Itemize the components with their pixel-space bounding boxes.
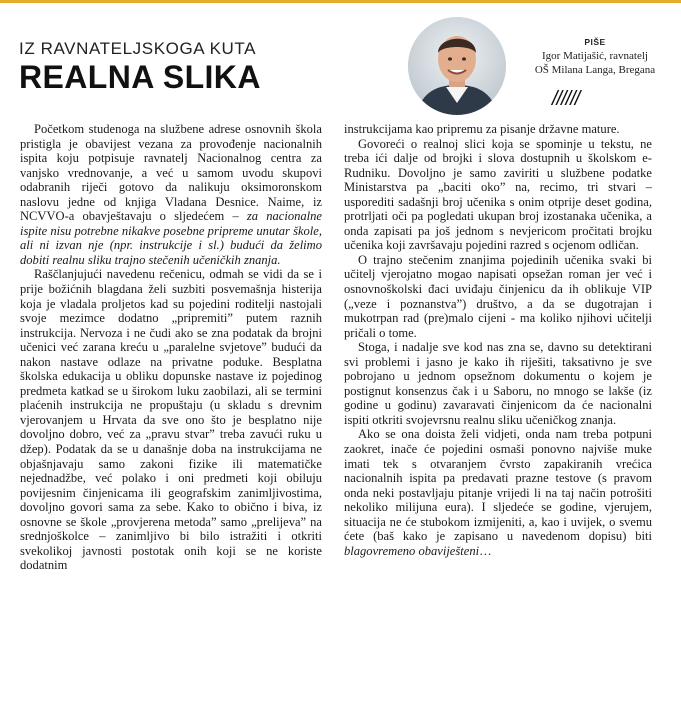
paragraph-3: Govoreći o realnoj slici koja se spominje u tekstu, ne treba ići dalje od brojki i slova dostupnih u školskom e-Rudniku. Dovoljno je samo zaviriti u službene podatke Ministarstva pa „baciti oko” na, recimo, tri stvari – usporediti sadašnji broj učenika s onim otprije deset godina, protrljati oči pa pogledati ukupan broj izostanaka učenika, a onda zapisati pa još jednom s nevjericom pročitati brojku učenika koji završavaju pojedini razred s ocjenom odličan. xyxy=(344,136,652,253)
byline-label: PIŠE xyxy=(584,37,606,47)
paragraph-6-text: Ako se ona doista želi vidjeti, onda nam treba potpuni zaokret, inače će pojedini osmaši ponovno najviše muke imati tek s otvaranjem čvrsto zapakiranih vrećica nacionalnih ispita pa predavati prazne testove (s pravom onda neki postavljaju pitanje vrijedi li na taj način potrošiti nekoliko milijuna eura). I sljedeće se godine, vjerujem, situacija ne će stubokom izmijeniti, a, kao i uvijek, o svemu ćete (baš kako je zapisano u navedenom dopisu) biti xyxy=(344,427,652,544)
author-photo xyxy=(408,17,506,115)
top-rule xyxy=(0,0,681,3)
author-school: OŠ Milana Langa, Bregana xyxy=(534,64,656,76)
paragraph-2: Raščlanjujući navedenu rečenicu, odmah se vidi da se i prije božićnih blagdana želi suzbiti posvemašnja histerija koja je vladala proljetos kad su pojedini roditelji nastojali svoje mezimce dodatno „pripremiti” putem raznih instrukcija. Nervoza i ne čudi ako se zna podatak da brojni učenici već zarana kreću u „paralelne svjetove” budući da nakon nastave odlaze na privatne poduke. Besplatna školska edukacija u obliku dopunske nastave iz pojedinog predmeta katkad se u širokom luku zaobilazi, ali se termini plaćenih instrukcija ne propuštaju (u skladu s drevnim vjerovanjem u Hrvata da sve ono što je besplatno nije dovoljno dobro, već za „pravu stvar” treba zavući ruku u džep). Podatak da se u današnje doba na instrukcijama ne objašnjavaju samo zakoni fizike ili matematičke nejednadžbe, već polako i oni predmeti koji obiluju povijesnim činjenicama ili geografskim zanimljivostima, dovoljno govori sama za sebe. Kako to obično i biva, iz osnovne se škole „provjerena metoda” samo „prelijeva” na srednjoškolce – zanimljivo bi bilo istražiti i otkriti svekolikoj javnosti postotak onih koji se ne koriste dodatnim xyxy=(20,267,322,573)
paragraph-6 xyxy=(344,427,652,558)
section-kicker: IZ RAVNATELJSKOGA KUTA xyxy=(19,39,257,58)
author-name: Igor Matijašić, ravnatelj xyxy=(542,50,648,62)
paragraph-1-text: Početkom studenoga na službene adrese osnovnih škola pristigla je obavijest vezana za provođenje nacionalnih ispita koju potpisuje ravnatelj Nacionalnog centra za vanjsko vrednovanje, a već u samom uvodu skupovi odabranih riječi gotovo da nalikuju oksimoronskom naslovu jedne od knjiga Vladana Desnice. Naime, iz NCVVO-a obavještavaju o sljedećem – xyxy=(20,122,322,224)
article-column-1 xyxy=(20,122,322,573)
article-column-2 xyxy=(344,122,652,558)
author-byline xyxy=(515,35,675,77)
paragraph-6-emphasis: blagovremeno obaviješteni xyxy=(344,543,480,558)
paragraph-continued: instrukcijama kao pripremu za pisanje državne mature. xyxy=(344,122,620,136)
paragraph-1-quote: za nacionalne ispite nisu potrebne nikakve posebne pripreme unutar škole, ali ni izvan nje (npr. instrukcije i sl.) budući da želimo dobiti realnu sliku trajno stečenih učeničkih znanja. xyxy=(20,209,322,267)
slash-ornament: ////// xyxy=(552,88,580,110)
paragraph-6-ellipsis: … xyxy=(479,543,492,558)
paragraph-1 xyxy=(20,122,322,267)
article-title: REALNA SLIKA xyxy=(19,59,261,95)
paragraph-5: Stoga, i nadalje sve kod nas zna se, davno su detektirani svi problemi i jasno je kako ih riješiti, taksativno je sve pobrojano u jednom opsežnom dokumentu o kojem je postignut konsenzus čak i u Saboru, no mnogo se lakše (iz godine u godinu) zavaravati činjenicom da će nacionalni ispiti otkriti svojevrsnu realnu sliku učeničkog znanja. xyxy=(344,340,652,427)
paragraph-4: O trajno stečenim znanjima pojedinih učenika svaki bi učitelj vjerojatno mogao napisati opsežan roman jer već i osnovnoškolski đaci uviđaju činjenicu da ih oblikuje VIP („veze i poznanstva”) društvo, a da se dugotrajan i mukotrpan rad (pre)malo cijeni - ma koliko njihovi učitelji pričali o tome. xyxy=(344,252,652,340)
author-portrait-icon xyxy=(408,17,506,115)
